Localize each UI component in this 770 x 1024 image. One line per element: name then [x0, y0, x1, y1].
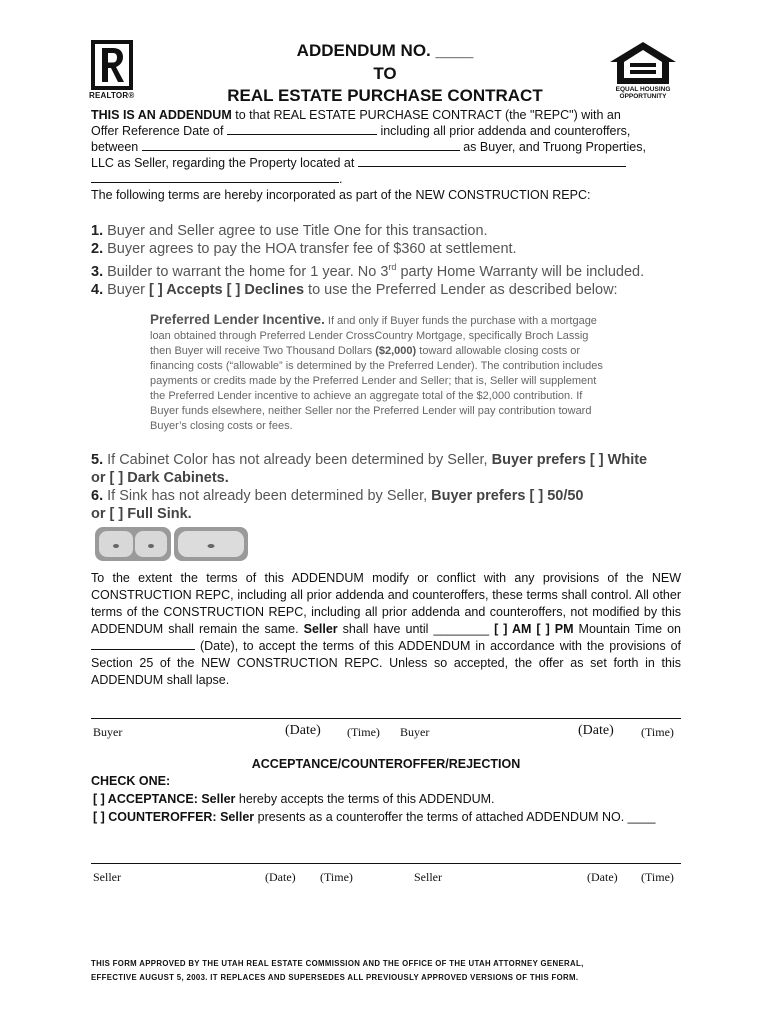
- seller1-label: Seller: [93, 870, 121, 884]
- buyer1-time-label: (Time): [347, 725, 380, 739]
- incentive-l8: Buyer’s closing costs or fees.: [150, 420, 293, 432]
- intro-lead: THIS IS AN ADDENDUM: [91, 108, 232, 122]
- term-1: [91, 222, 691, 240]
- counteroffer-option[interactable]: [93, 810, 656, 824]
- seller-signature-line[interactable]: [91, 863, 681, 864]
- cabinet-white-checkbox[interactable]: Buyer prefers [ ] White: [491, 452, 648, 468]
- term-4: [91, 281, 691, 299]
- buyer2-label: Buyer: [400, 725, 430, 739]
- sink-full-checkbox[interactable]: or [ ] Full Sink.: [91, 506, 192, 522]
- offer-date-field[interactable]: [227, 123, 377, 135]
- incentive-l3c: toward allowable closing costs or: [416, 345, 581, 357]
- counteroffer-text: presents as a counteroffer the terms of attached ADDENDUM NO. ____: [254, 810, 656, 824]
- cabinet-dark-checkbox[interactable]: or [ ] Dark Cabinets.: [91, 470, 229, 486]
- conflict-text-c: Mountain Time on: [573, 622, 681, 636]
- footer-line-2: EFFECTIVE AUGUST 5, 2003. IT REPLACES AND SUPERSEDES ALL PREVIOUSLY APPROVED VERSIONS OF THIS FORM.: [91, 973, 579, 982]
- term-2-text: Buyer agrees to pay the HOA transfer fee of $360 at settlement.: [103, 241, 517, 257]
- deadline-date-field[interactable]: [91, 638, 195, 650]
- lender-accept-decline-checkbox[interactable]: [ ] Accepts [ ] Declines: [149, 281, 305, 298]
- conflict-text-a: To the extent the terms of this ADDENDUM modify or conflict with any provisions of the NEW CONSTRUCTION REPC, including all prior addenda and counteroffers, these terms shall control. All other terms of the CONSTRUCTION REPC, including all prior addenda and counteroffers, not modified by this ADDENDUM shall remain the same.: [91, 571, 681, 636]
- seller2-time-label: (Time): [641, 870, 674, 884]
- incentive-heading: Preferred Lender Incentive.: [150, 312, 325, 327]
- options-list: [91, 451, 691, 523]
- term-4-text-a: Buyer: [103, 281, 150, 298]
- incentive-amount: ($2,000): [375, 345, 417, 357]
- seller1-time-label: (Time): [320, 870, 353, 884]
- incentive-l6: the Preferred Lender incentive to achieve an aggregate total of the $2,000 contribution. If: [150, 390, 583, 402]
- buyer-signature-line[interactable]: [91, 718, 681, 719]
- acceptance-text: hereby accepts the terms of this ADDENDUM.: [235, 792, 495, 806]
- sink-5050-icon: [95, 527, 171, 561]
- counteroffer-seller: Seller: [220, 810, 255, 824]
- incentive-l7: Buyer funds elsewhere, neither Seller nor the Preferred Lender will pay contribution toward: [150, 405, 592, 417]
- between-label: between: [91, 140, 139, 154]
- term-5: [91, 451, 691, 469]
- buyer-name-field[interactable]: [142, 139, 460, 151]
- realtor-label: REALTOR®: [89, 91, 135, 100]
- am-pm-checkbox[interactable]: [ ] AM [ ] PM: [494, 622, 574, 636]
- term-1-num: 1.: [91, 223, 104, 239]
- term-6: [91, 487, 691, 505]
- intro-lead-rest: to that REAL ESTATE PURCHASE CONTRACT (the "REPC") with an: [231, 108, 621, 122]
- term-3-text-a: Builder to warrant the home for 1 year. No 3: [103, 263, 389, 280]
- eho-line-1: EQUAL HOUSING: [615, 86, 671, 93]
- acceptance-option[interactable]: [93, 792, 495, 806]
- acceptance-heading: ACCEPTANCE/COUNTEROFFER/REJECTION: [251, 757, 521, 771]
- conflict-text-d: (Date), to accept the terms of this ADDENDUM in accordance with the provisions of Section 25 of the NEW CONSTRUCTION REPC. Unless so accepted, the offer as set forth in this ADDENDUM shall lapse.: [91, 639, 681, 687]
- preferred-lender-incentive: [150, 312, 660, 434]
- property-address-field[interactable]: [358, 155, 626, 167]
- term-6-text: If Sink has not already been determined by Seller,: [103, 488, 432, 504]
- acceptance-checkbox[interactable]: [ ] ACCEPTANCE:: [93, 792, 202, 806]
- term-6-num: 6.: [91, 488, 104, 504]
- incentive-l2: loan obtained through Preferred Lender CrossCountry Mortgage, specifically Broch Lassig: [150, 330, 589, 342]
- offer-date-label: Offer Reference Date of: [91, 124, 224, 138]
- intro-paragraph: THIS IS AN ADDENDUM to that REAL ESTATE PURCHASE CONTRACT (the "REPC") with an Offer Reference Date of including all prior addenda and counteroffers, between as Buyer, and Truong Properties, LLC as Seller, regarding the Property located at . The following terms are hereby incorporated as part of the NEW CONSTRUCTION REPC:: [91, 107, 691, 203]
- term-5-num: 5.: [91, 452, 104, 468]
- term-4-num: 4.: [91, 281, 104, 298]
- counteroffer-checkbox[interactable]: [ ] COUNTEROFFER:: [93, 810, 221, 824]
- title-line-1: ADDENDUM NO. ____: [296, 41, 474, 60]
- incentive-l3a: then Buyer will receive Two Thousand Dollars: [150, 345, 376, 357]
- buyer1-label: Buyer: [93, 725, 123, 739]
- term-2-num: 2.: [91, 241, 104, 257]
- term-1-text: Buyer and Seller agree to use Title One for this transaction.: [103, 223, 488, 239]
- incentive-l5: payments or credits made by the Preferred Lender and Seller; that is, Seller will supplement: [150, 375, 597, 387]
- conflict-seller: Seller: [303, 622, 338, 636]
- footer-line-1: THIS FORM APPROVED BY THE UTAH REAL ESTATE COMMISSION AND THE OFFICE OF THE UTAH ATTORNEY GENERAL,: [91, 959, 584, 968]
- incorporated-text: The following terms are hereby incorporated as part of the NEW CONSTRUCTION REPC:: [91, 188, 591, 202]
- seller2-date-label: (Date): [587, 870, 618, 884]
- property-address-field-2[interactable]: [91, 171, 339, 183]
- sink-full-icon: [174, 527, 248, 561]
- term-4-text-c: to use the Preferred Lender as described below:: [304, 281, 618, 298]
- seller1-date-label: (Date): [265, 870, 296, 884]
- term-3-sup: rd: [388, 262, 397, 272]
- eho-line-2: OPPORTUNITY: [619, 93, 667, 100]
- offer-date-rest: including all prior addenda and counteroffers,: [380, 124, 631, 138]
- realtor-logo-icon: [91, 40, 133, 90]
- buyer2-date-label: (Date): [578, 723, 614, 738]
- property-label: LLC as Seller, regarding the Property located at: [91, 156, 355, 170]
- seller2-label: Seller: [414, 870, 442, 884]
- check-one-label: CHECK ONE:: [91, 774, 171, 788]
- term-3-text-b: party Home Warranty will be included.: [396, 263, 645, 280]
- buyer2-time-label: (Time): [641, 725, 674, 739]
- sink-images: [94, 524, 250, 564]
- title-line-2: TO: [373, 64, 397, 83]
- term-3-num: 3.: [91, 263, 104, 280]
- term-2: [91, 240, 691, 258]
- footer-notice: [91, 957, 691, 985]
- term-5-text: If Cabinet Color has not already been determined by Seller,: [103, 452, 492, 468]
- incentive-l4: financing costs (“allowable” is determined by the Preferred Lender). The contribution includes: [150, 360, 603, 372]
- incentive-l1: If and only if Buyer funds the purchase with a mortgage: [324, 315, 597, 327]
- deadline-time-field[interactable]: shall have until ________: [337, 622, 490, 636]
- sink-5050-checkbox[interactable]: Buyer prefers [ ] 50/50: [431, 488, 584, 504]
- page-title: REAL ESTATE PURCHASE CONTRACT: [227, 86, 543, 105]
- buyer-seller-text: as Buyer, and Truong Properties,: [463, 140, 646, 154]
- term-3: [91, 258, 691, 281]
- buyer1-date-label: (Date): [285, 723, 321, 738]
- acceptance-seller: Seller: [201, 792, 236, 806]
- terms-list: [91, 222, 691, 299]
- conflict-paragraph: [91, 570, 681, 689]
